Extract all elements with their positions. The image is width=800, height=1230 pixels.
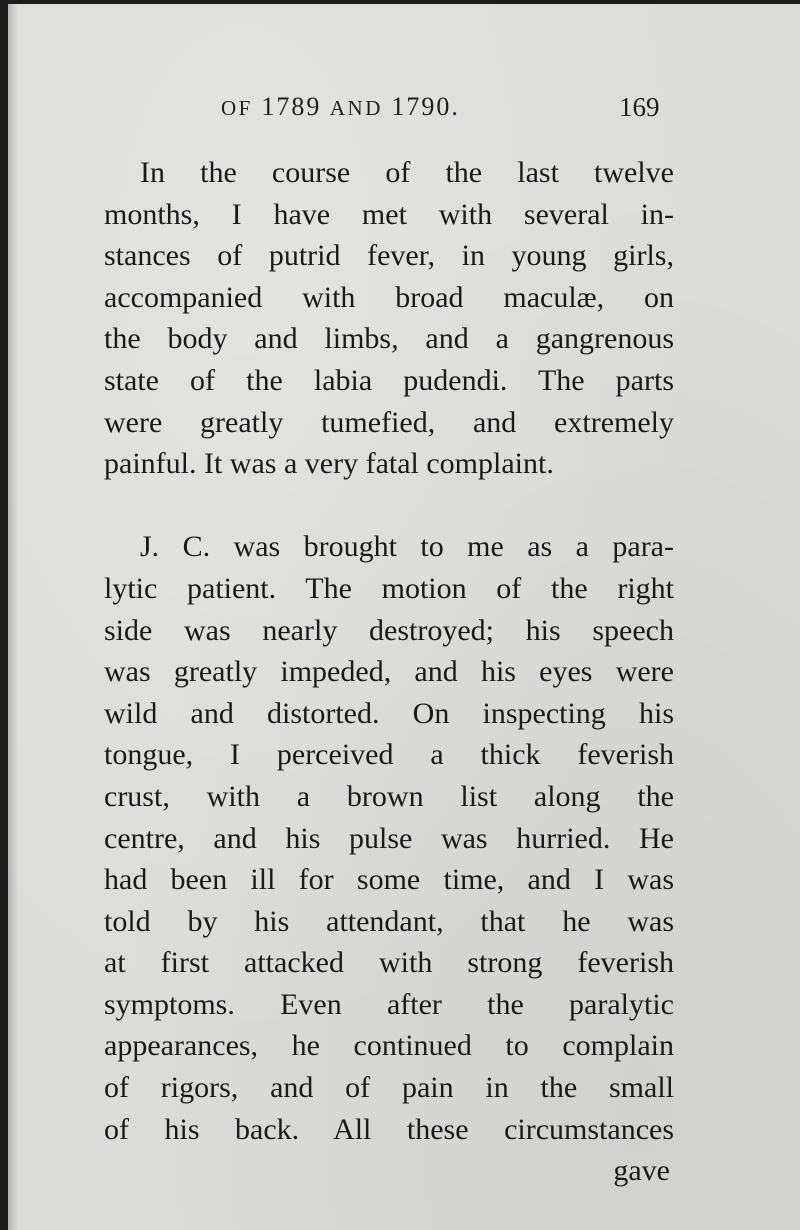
text-line: at first attacked with strong feverish — [104, 946, 674, 980]
text-line: was greatly impeded, and his eyes were — [104, 655, 674, 689]
text-line: had been ill for some time, and I was — [104, 863, 674, 897]
running-head-year-1: 1789 — [261, 92, 322, 121]
text-line: the body and limbs, and a gangrenous — [104, 322, 674, 356]
running-head-year-2: 1790. — [391, 92, 460, 121]
text-line: wild and distorted. On inspecting his — [104, 696, 674, 730]
text-line: months, I have met with several in- — [104, 197, 674, 231]
text-line: symptoms. Even after the paralytic — [104, 987, 674, 1021]
text-line: stances of putrid fever, in young girls, — [104, 239, 674, 273]
page-edge-shadow — [8, 4, 18, 1230]
text-line: accompanied with broad maculæ, on — [104, 280, 674, 314]
text-line: tongue, I perceived a thick feverish — [104, 738, 674, 772]
running-head — [221, 92, 460, 122]
text-line: In the course of the last twelve — [140, 156, 674, 189]
text-line: were greatly tumefied, and extremely — [104, 405, 674, 439]
text-line: of rigors, and of pain in the small — [104, 1071, 674, 1105]
text-line: of his back. All these circumstances — [104, 1112, 674, 1146]
text-line: crust, with a brown list along the — [104, 779, 674, 813]
text-line: lytic patient. The motion of the right — [104, 571, 674, 605]
body-text — [104, 152, 674, 1192]
text-line: state of the labia pudendi. The parts — [104, 363, 674, 397]
running-head-of: OF — [221, 96, 253, 120]
paragraph-gap — [104, 485, 674, 527]
text-line: side was nearly destroyed; his speech — [104, 613, 674, 647]
page-number: 169 — [619, 92, 660, 122]
text-line: told by his attendant, that he was — [104, 904, 674, 938]
text-line: J. C. was brought to me as a para- — [140, 530, 674, 564]
catchword: gave — [613, 1154, 670, 1188]
text-line: centre, and his pulse was hurried. He — [104, 821, 674, 855]
book-page — [8, 4, 800, 1230]
text-line: painful. It was a very fatal complaint. — [104, 447, 554, 481]
running-head-and: AND — [329, 96, 383, 120]
text-line: appearances, he continued to complain — [104, 1029, 674, 1063]
page-header — [8, 92, 800, 132]
